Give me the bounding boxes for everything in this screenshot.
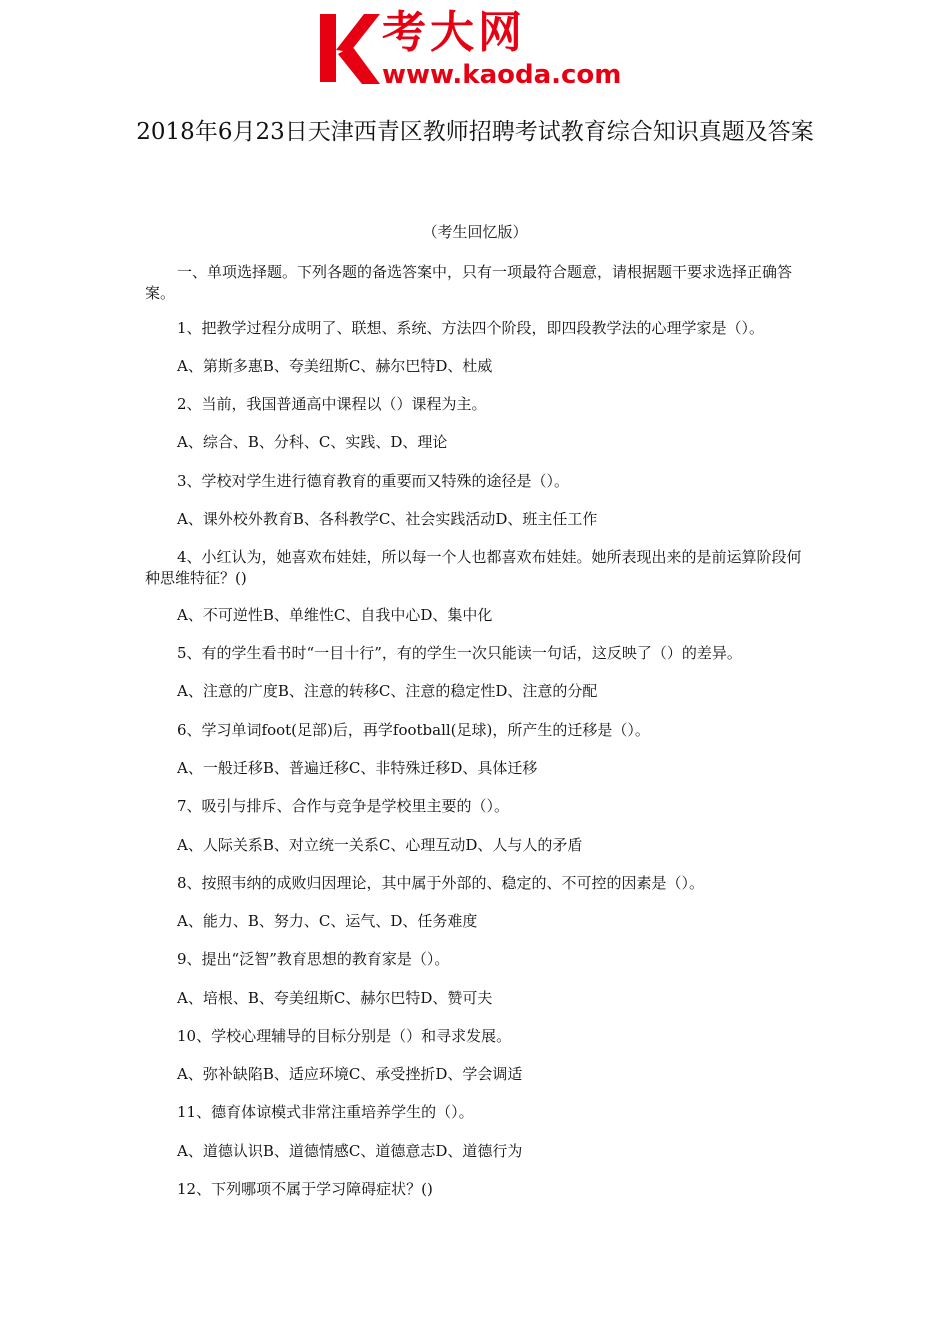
question-8: 8、按照韦纳的成败归因理论，其中属于外部的、稳定的、不可控的因素是（）。 <box>177 874 705 892</box>
question-5: 5、有的学生看书时“一目十行”，有的学生一次只能读一句话，这反映了（）的差异。 <box>177 644 742 662</box>
question-2: 2、当前，我国普通高中课程以（）课程为主。 <box>177 395 487 413</box>
answer-options-9: A、培根、B、夸美纽斯C、赫尔巴特D、赞可夫 <box>177 989 493 1007</box>
question-9: 9、提出“泛智”教育思想的教育家是（）。 <box>177 950 450 968</box>
logo-url-text: www.kaoda.com <box>382 60 622 90</box>
answer-options-2: A、综合、B、分科、C、实践、D、理论 <box>177 433 448 451</box>
question-11: 11、德育体谅模式非常注重培养学生的（）。 <box>177 1103 474 1121</box>
question-10: 10、学校心理辅导的目标分别是（）和寻求发展。 <box>177 1027 512 1045</box>
logo-brand-text: 考大网 <box>382 7 526 58</box>
answer-options-8: A、能力、B、努力、C、运气、D、任务难度 <box>177 912 478 930</box>
document-title: 2018年6月23日天津西青区教师招聘考试教育综合知识真题及答案 <box>136 119 814 145</box>
question-12: 12、下列哪项不属于学习障碍症状？() <box>177 1180 433 1198</box>
answer-options-10: A、弥补缺陷B、适应环境C、承受挫折D、学会调适 <box>177 1065 523 1083</box>
site-logo <box>318 8 638 92</box>
answer-options-1: A、第斯多惠B、夸美纽斯C、赫尔巴特D、杜威 <box>177 357 493 375</box>
question-3: 3、学校对学生进行德育教育的重要而又特殊的途径是（）。 <box>177 472 570 490</box>
document-subtitle: （考生回忆版） <box>422 223 528 241</box>
question-1: 1、把教学过程分成明了、联想、系统、方法四个阶段，即四段教学法的心理学家是（）。 <box>177 319 765 337</box>
question-4: 4、小红认为，她喜欢布娃娃，所以每一个人也都喜欢布娃娃。她所表现出来的是前运算阶段何种思维特征？() <box>145 548 802 587</box>
question-7: 7、吸引与排斥、合作与竞争是学校里主要的（）。 <box>177 797 510 815</box>
question-6: 6、学习单词foot(足部)后，再学football(足球)，所产生的迁移是（）。 <box>177 721 650 739</box>
answer-options-7: A、人际关系B、对立统一关系C、心理互动D、人与人的矛盾 <box>177 836 583 854</box>
answer-options-4: A、不可逆性B、单维性C、自我中心D、集中化 <box>177 606 493 624</box>
answer-options-6: A、一般迁移B、普遍迁移C、非特殊迁移D、具体迁移 <box>177 759 538 777</box>
answer-options-5: A、注意的广度B、注意的转移C、注意的稳定性D、注意的分配 <box>177 682 598 700</box>
k-logo-icon <box>318 10 380 86</box>
section-intro: 一、单项选择题。下列各题的备选答案中，只有一项最符合题意，请根据题干要求选择正确答案。 <box>145 263 793 302</box>
answer-options-3: A、课外校外教育B、各科教学C、社会实践活动D、班主任工作 <box>177 510 598 528</box>
answer-options-11: A、道德认识B、道德情感C、道德意志D、道德行为 <box>177 1142 523 1160</box>
